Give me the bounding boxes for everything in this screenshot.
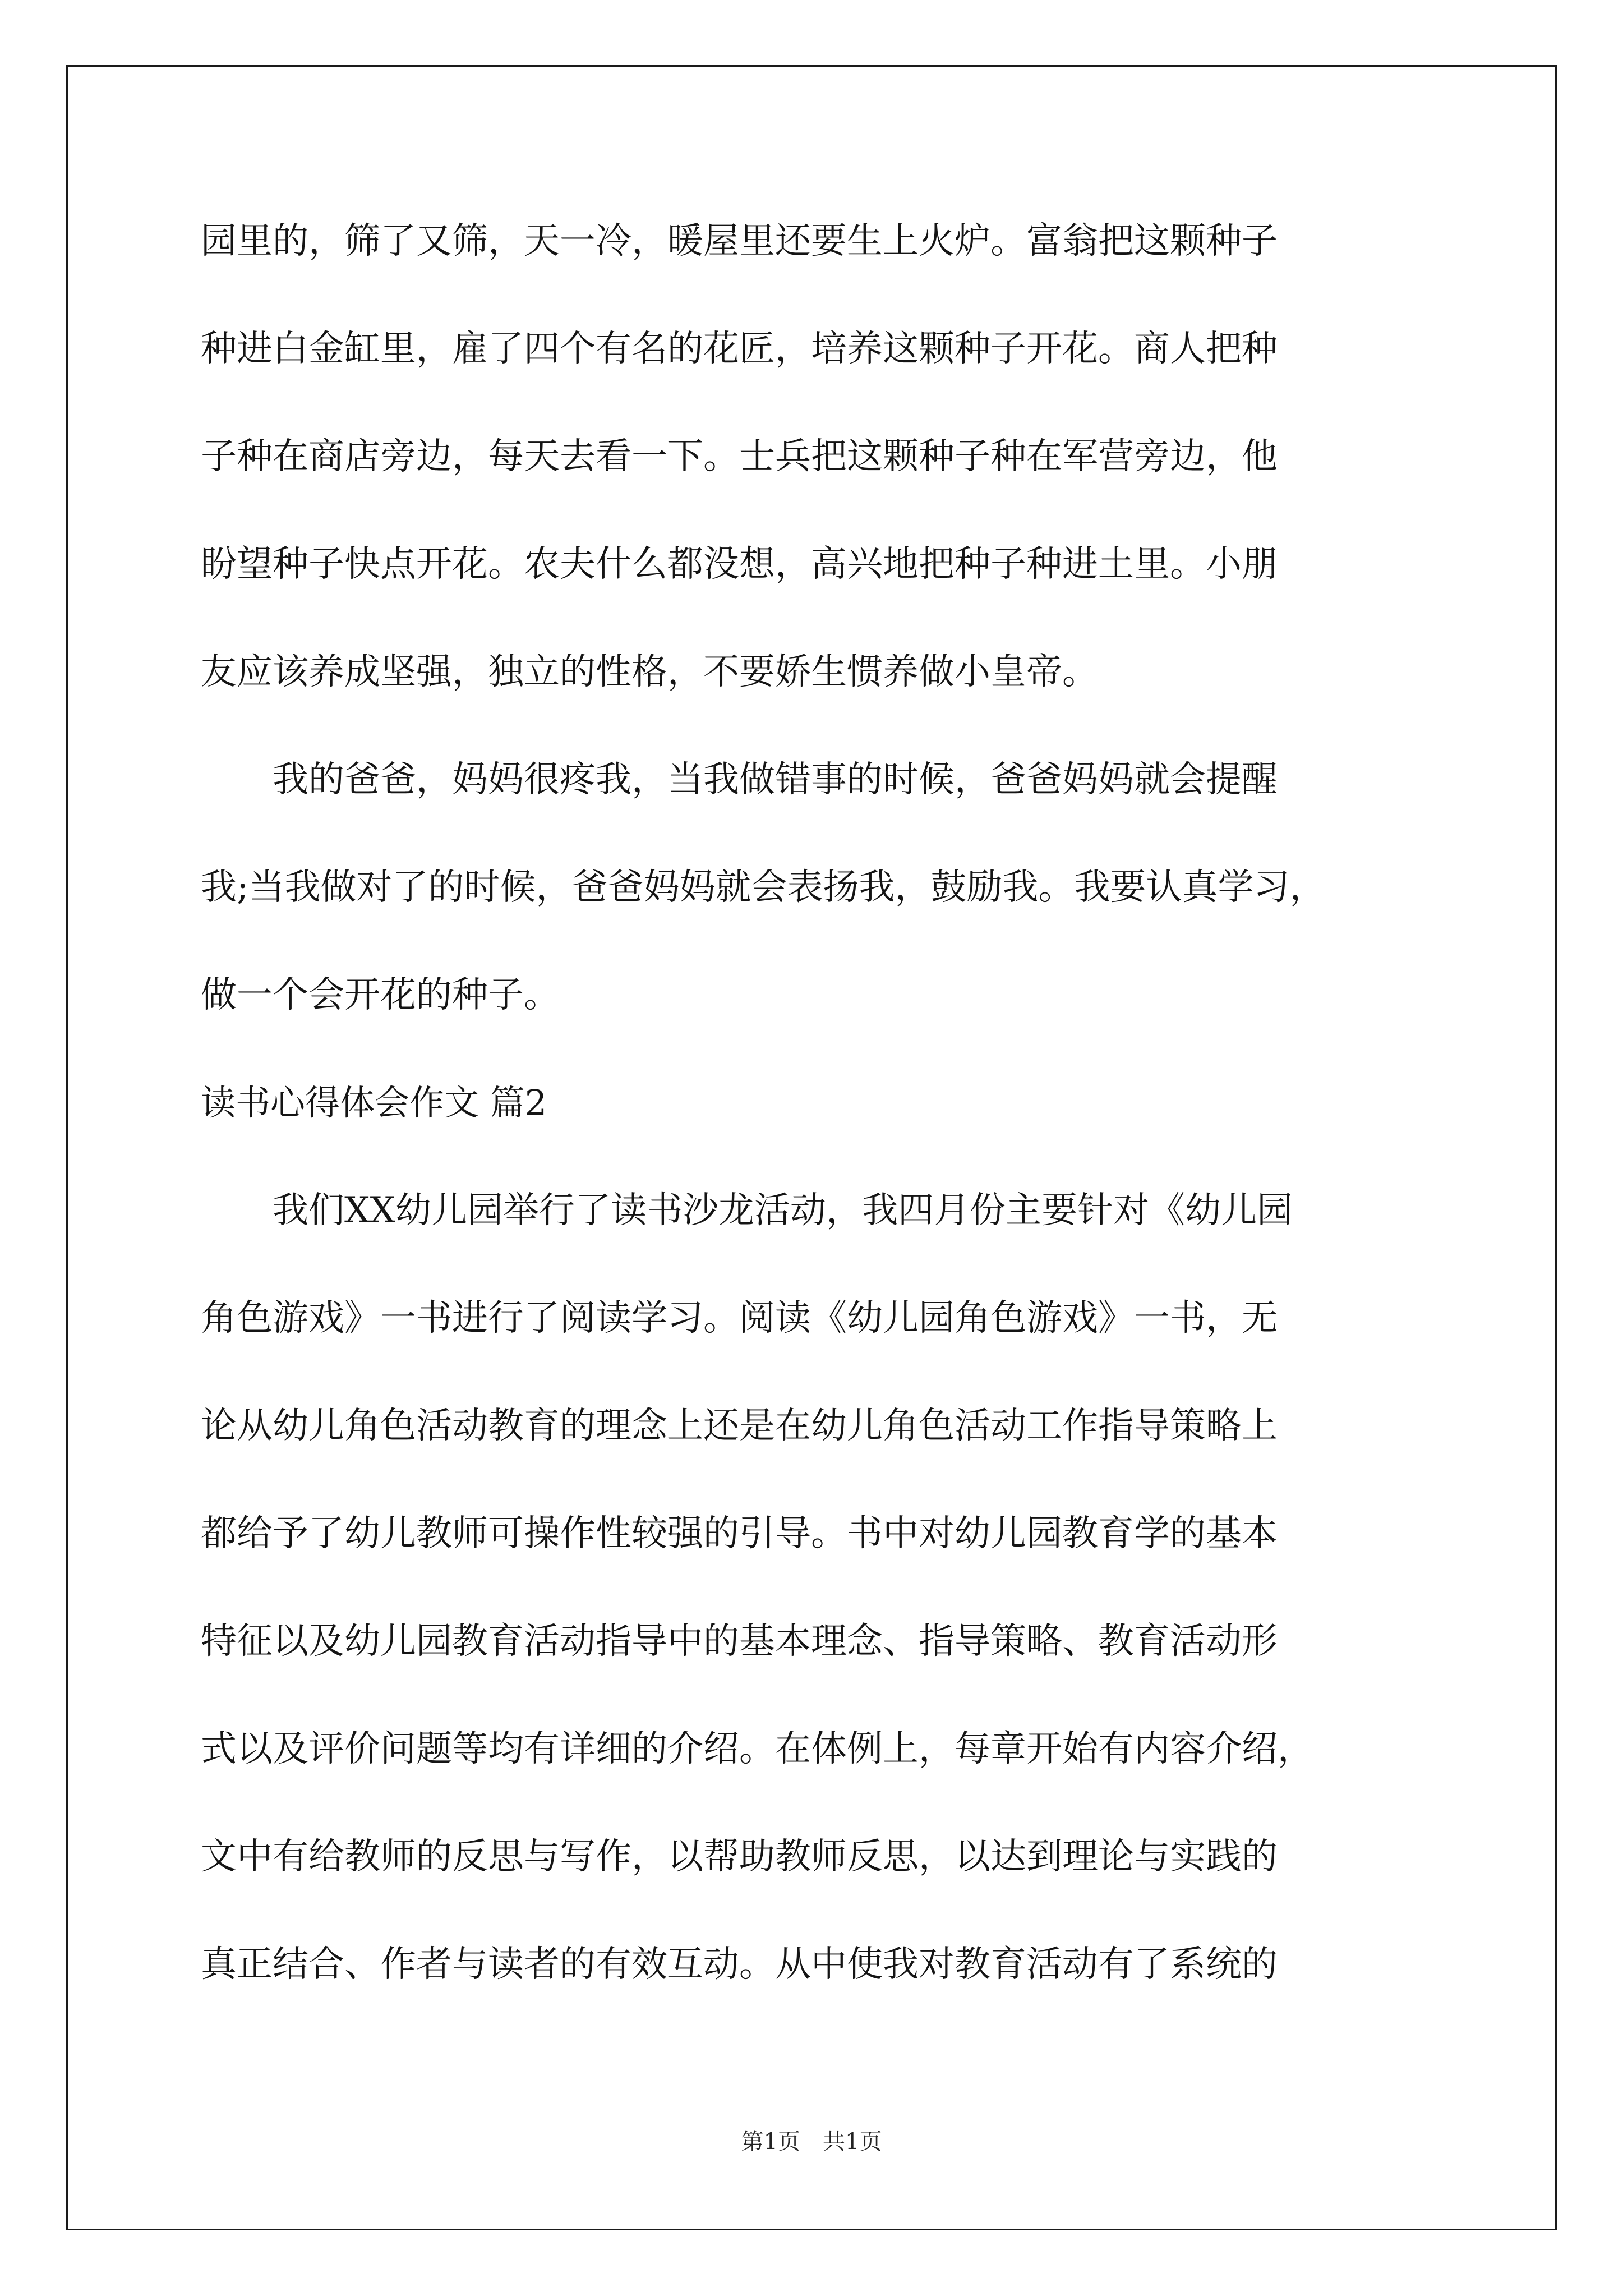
body-line: 都给予了幼儿教师可操作性较强的引导。书中对幼儿园教育学的基本 (201, 1513, 1278, 1554)
body-line: 我的爸爸，妈妈很疼我，当我做错事的时候，爸爸妈妈就会提醒 (201, 759, 1278, 800)
body-line: 盼望种子快点开花。农夫什么都没想，高兴地把种子种进土里。小朋 (201, 544, 1278, 585)
page-border (66, 65, 1557, 2230)
body-line: 式以及评价问题等均有详细的介绍。在体例上，每章开始有内容介绍， (201, 1728, 1313, 1770)
page-number-footer: 第1页 共1页 (741, 2129, 882, 2155)
body-line: 真正结合、作者与读者的有效互动。从中使我对教育活动有了系统的 (201, 1944, 1278, 1985)
body-line: 论从幼儿角色活动教育的理念上还是在幼儿角色活动工作指导策略上 (201, 1405, 1278, 1447)
section-heading: 读书心得体会作文 篇2 (201, 1082, 547, 1123)
body-line: 角色游戏》一书进行了阅读学习。阅读《幼儿园角色游戏》一书，无 (201, 1297, 1278, 1339)
body-line: 我们XX幼儿园举行了读书沙龙活动，我四月份主要针对《幼儿园 (201, 1190, 1293, 1231)
body-line: 园里的，筛了又筛，天一冷，暖屋里还要生上火炉。富翁把这颗种子 (201, 220, 1278, 262)
body-line: 种进白金缸里，雇了四个有名的花匠，培养这颗种子开花。商人把种 (201, 328, 1278, 370)
body-line: 我;当我做对了的时候，爸爸妈妈就会表扬我，鼓励我。我要认真学习， (201, 867, 1326, 908)
body-line: 做一个会开花的种子。 (201, 974, 560, 1016)
body-line: 子种在商店旁边，每天去看一下。士兵把这颗种子种在军营旁边，他 (201, 436, 1278, 477)
body-line: 友应该养成坚强，独立的性格，不要娇生惯养做小皇帝。 (201, 651, 1098, 693)
body-line: 特征以及幼儿园教育活动指导中的基本理念、指导策略、教育活动形 (201, 1621, 1278, 1662)
body-line: 文中有给教师的反思与写作，以帮助教师反思，以达到理论与实践的 (201, 1836, 1278, 1878)
